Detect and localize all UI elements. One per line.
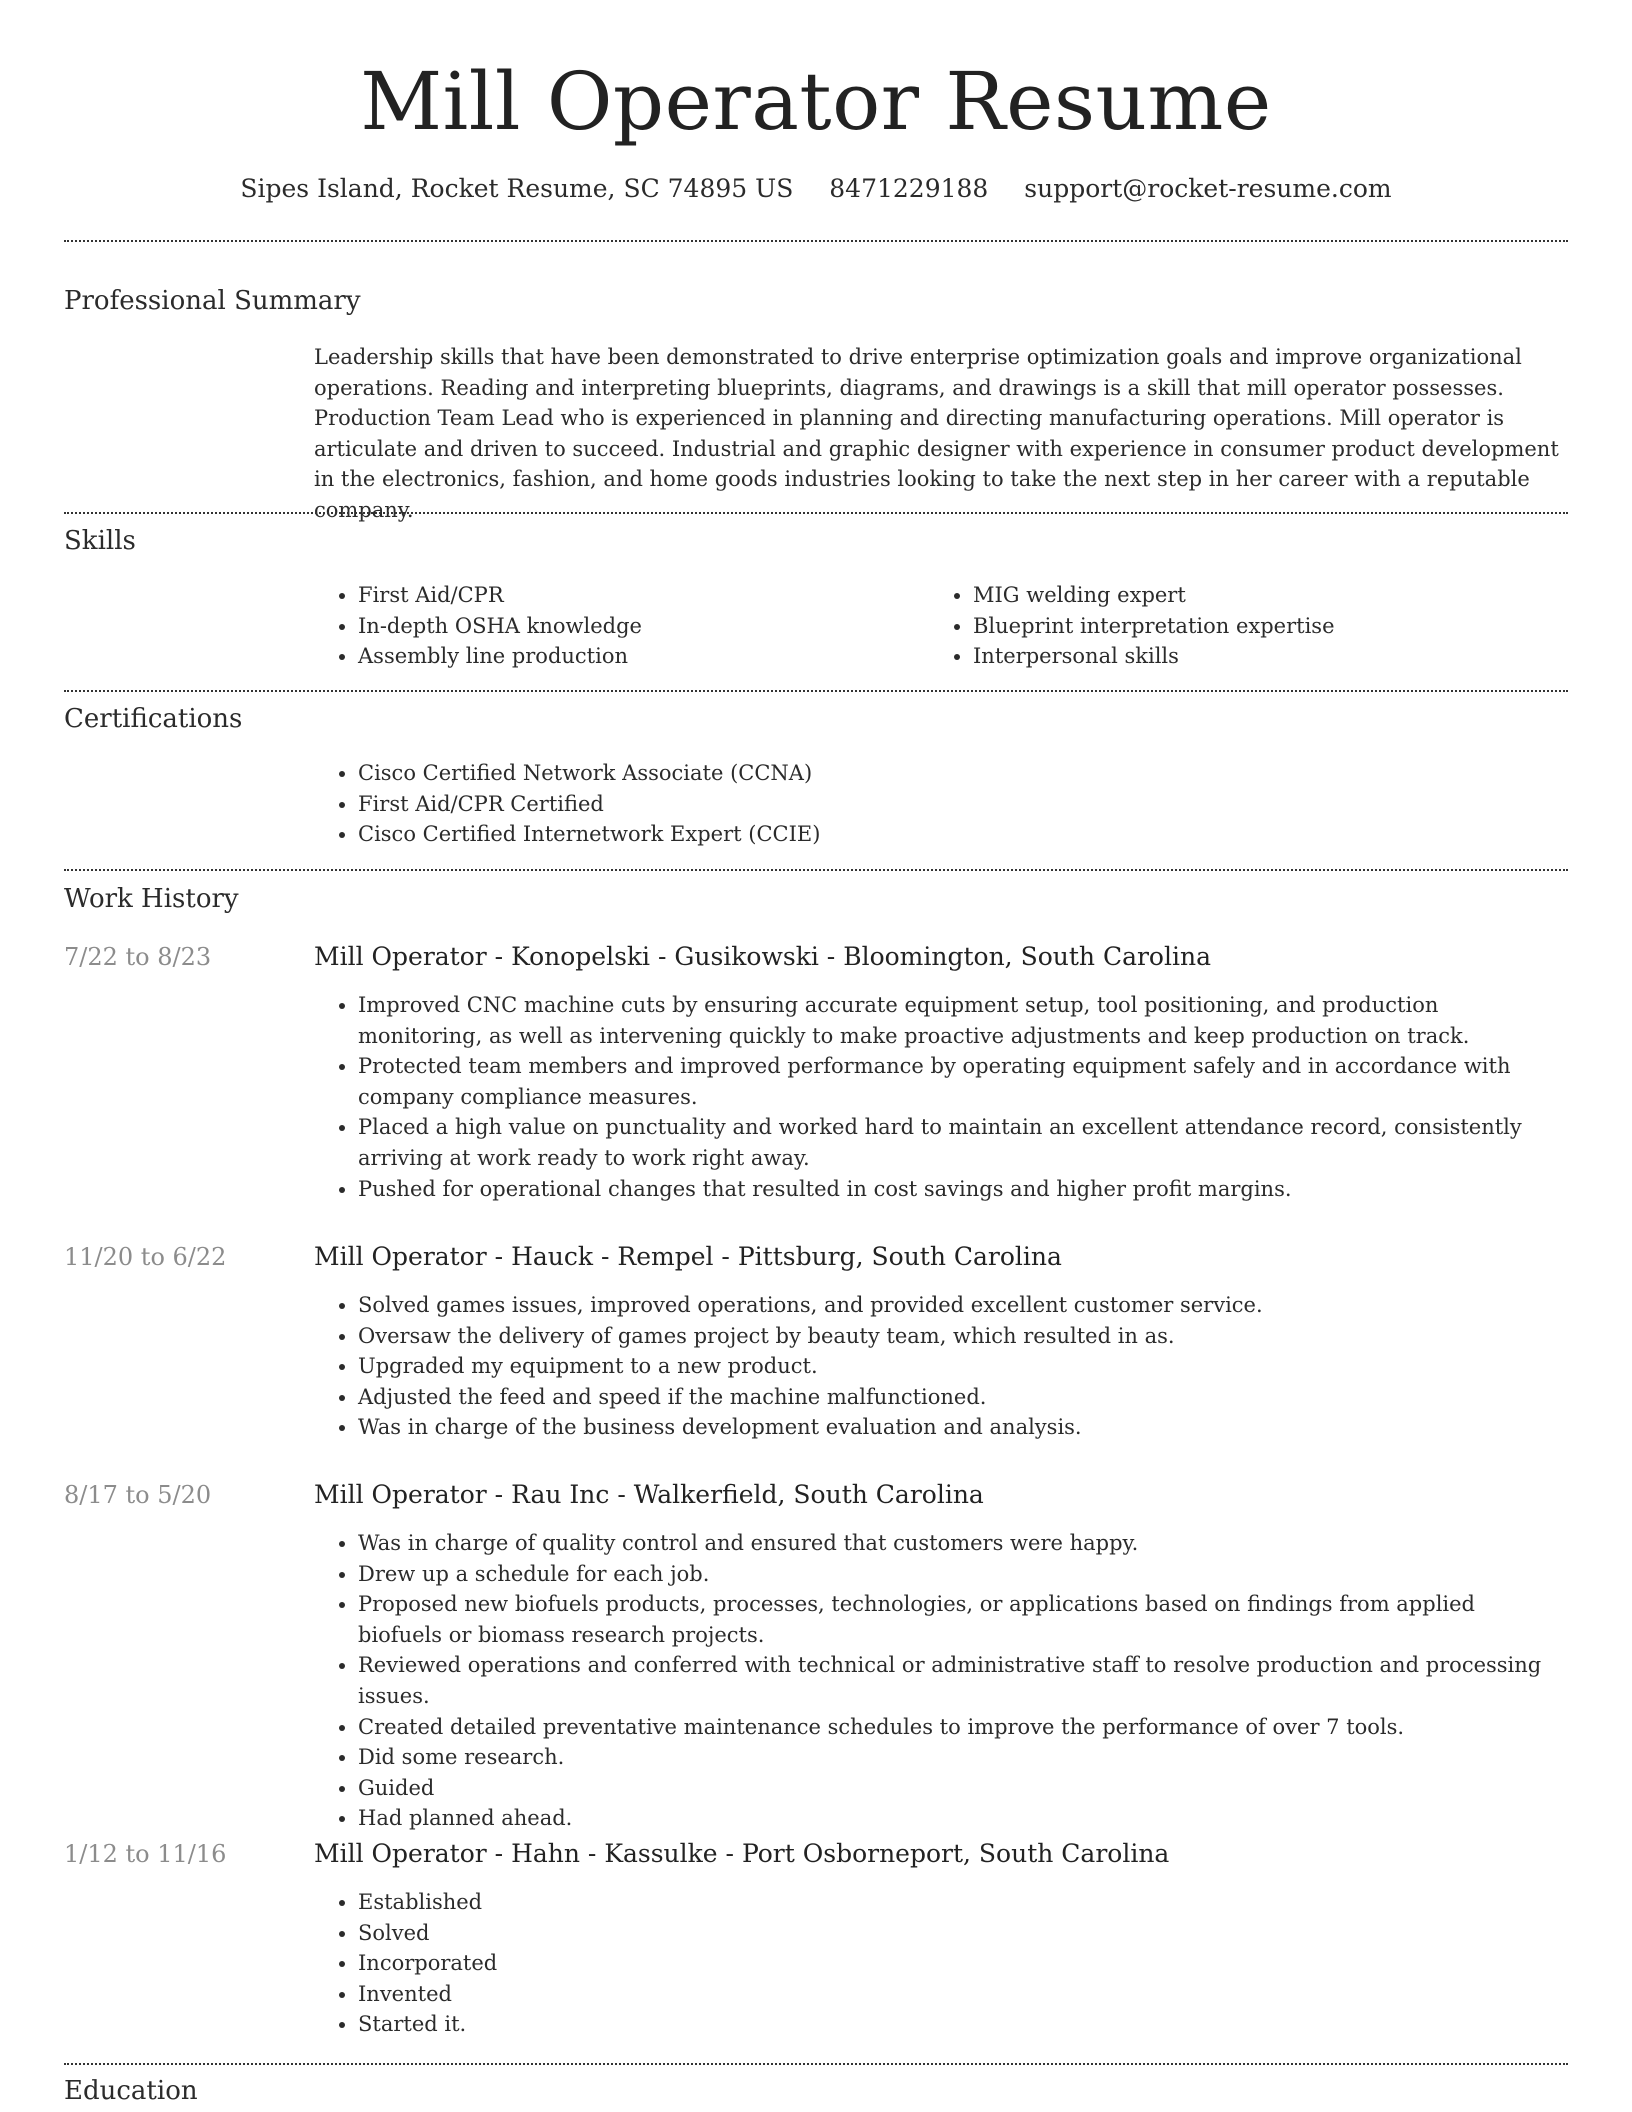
divider <box>64 512 1568 514</box>
job-duty-item: • Established <box>358 1887 1564 1918</box>
summary-text: Leadership skills that have been demonstrated to drive enterprise optimization goals and improve organizational operations. Reading and interpreting blueprints, diagrams, and drawings is a skill that mill operator possesses. Production Team Lead who is experienced in planning and directing manufacturing operations. Mill operator is articulate and driven to succeed. Industrial and graphic designer with experience in consumer product development in the electronics, fashion, and home goods industries looking to take the next step in her career with a reputable company. <box>314 345 1559 522</box>
job-dates: 1/12 to 11/16 <box>64 1840 227 1868</box>
section-title-education: Education <box>64 2076 198 2106</box>
job-duty-item: • Proposed new biofuels products, processes, technologies, or applications based on findings from applied biofuels or biomass research projects. <box>358 1589 1564 1650</box>
job-duty-item: • Incorporated <box>358 1948 1564 1979</box>
certification-item: • Cisco Certified Network Associate (CCNA) <box>358 758 1562 789</box>
job-duty-item: • Upgraded my equipment to a new product. <box>358 1351 1564 1382</box>
skill-item: • First Aid/CPR <box>358 580 958 611</box>
job-duty-item: • Solved games issues, improved operations, and provided excellent customer service. <box>358 1290 1564 1321</box>
job-duty-item: • Reviewed operations and conferred with technical or administrative staff to resolve production and processing issues. <box>358 1650 1564 1711</box>
job-duties <box>314 1528 1564 1834</box>
skill-item: • In-depth OSHA knowledge <box>358 611 958 642</box>
job-duty-item: • Started it. <box>358 2009 1564 2040</box>
job-duty-item: • Pushed for operational changes that resulted in cost savings and higher profit margins. <box>358 1174 1564 1205</box>
job-title: Mill Operator - Hahn - Kassulke - Port Osborneport, South Carolina <box>314 1839 1170 1868</box>
job-duty-item: • Improved CNC machine cuts by ensuring accurate equipment setup, tool positioning, and production monitoring, as well as intervening quickly to make proactive adjustments and keep production on track. <box>358 990 1564 1051</box>
contact-line <box>0 172 1632 206</box>
job-title: Mill Operator - Hauck - Rempel - Pittsburg, South Carolina <box>314 1242 1062 1271</box>
job-duty-item: • Placed a high value on punctuality and worked hard to maintain an excellent attendance record, consistently arriving at work ready to work right away. <box>358 1112 1564 1173</box>
skills-list-left <box>314 580 958 672</box>
job-duty-item: • Had planned ahead. <box>358 1803 1564 1834</box>
skills-list-right <box>929 580 1573 672</box>
section-title-certifications: Certifications <box>64 704 243 734</box>
section-title-skills: Skills <box>64 526 136 556</box>
resume-title: Mill Operator Resume <box>360 55 1272 148</box>
job-duty-item: • Guided <box>358 1773 1564 1804</box>
skill-item: • MIG welding expert <box>973 580 1573 611</box>
job-duty-item: • Drew up a schedule for each job. <box>358 1559 1564 1590</box>
section-title-work-history: Work History <box>64 884 239 914</box>
divider <box>64 240 1568 242</box>
contact-phone: 8471229188 <box>829 174 989 203</box>
job-duty-item: • Oversaw the delivery of games project by beauty team, which resulted in as. <box>358 1321 1564 1352</box>
job-duties <box>314 1290 1564 1443</box>
job-duties <box>314 990 1564 1204</box>
job-dates: 11/20 to 6/22 <box>64 1243 227 1271</box>
certification-item: • First Aid/CPR Certified <box>358 789 1562 820</box>
job-duty-item: • Was in charge of quality control and ensured that customers were happy. <box>358 1528 1564 1559</box>
skill-item: • Assembly line production <box>358 641 958 672</box>
section-title-summary: Professional Summary <box>64 286 361 316</box>
certification-item: • Cisco Certified Internetwork Expert (CCIE) <box>358 819 1562 850</box>
certifications-block <box>314 758 1562 850</box>
job-duty-item: • Invented <box>358 1979 1564 2010</box>
job-duty-item: • Was in charge of the business development evaluation and analysis. <box>358 1412 1564 1443</box>
job-duty-item: • Adjusted the feed and speed if the machine malfunctioned. <box>358 1382 1564 1413</box>
job-duty-item: • Solved <box>358 1918 1564 1949</box>
divider <box>64 869 1568 871</box>
job-duty-item: • Did some research. <box>358 1742 1564 1773</box>
skill-item: • Interpersonal skills <box>973 641 1573 672</box>
job-title: Mill Operator - Konopelski - Gusikowski - Bloomington, South Carolina <box>314 942 1211 971</box>
contact-address: Sipes Island, Rocket Resume, SC 74895 US <box>240 174 794 203</box>
job-duty-item: • Created detailed preventative maintenance schedules to improve the performance of over 7 tools. <box>358 1712 1564 1743</box>
certifications-list <box>314 758 1562 850</box>
job-dates: 7/22 to 8/23 <box>64 943 212 971</box>
divider <box>64 2063 1568 2065</box>
job-title: Mill Operator - Rau Inc - Walkerfield, South Carolina <box>314 1480 984 1509</box>
skill-item: • Blueprint interpretation expertise <box>973 611 1573 642</box>
job-duty-item: • Protected team members and improved performance by operating equipment safely and in accordance with company compliance measures. <box>358 1051 1564 1112</box>
job-duties <box>314 1887 1564 2040</box>
contact-email: support@rocket-resume.com <box>1024 174 1392 203</box>
job-dates: 8/17 to 5/20 <box>64 1481 212 1509</box>
divider <box>64 690 1568 692</box>
